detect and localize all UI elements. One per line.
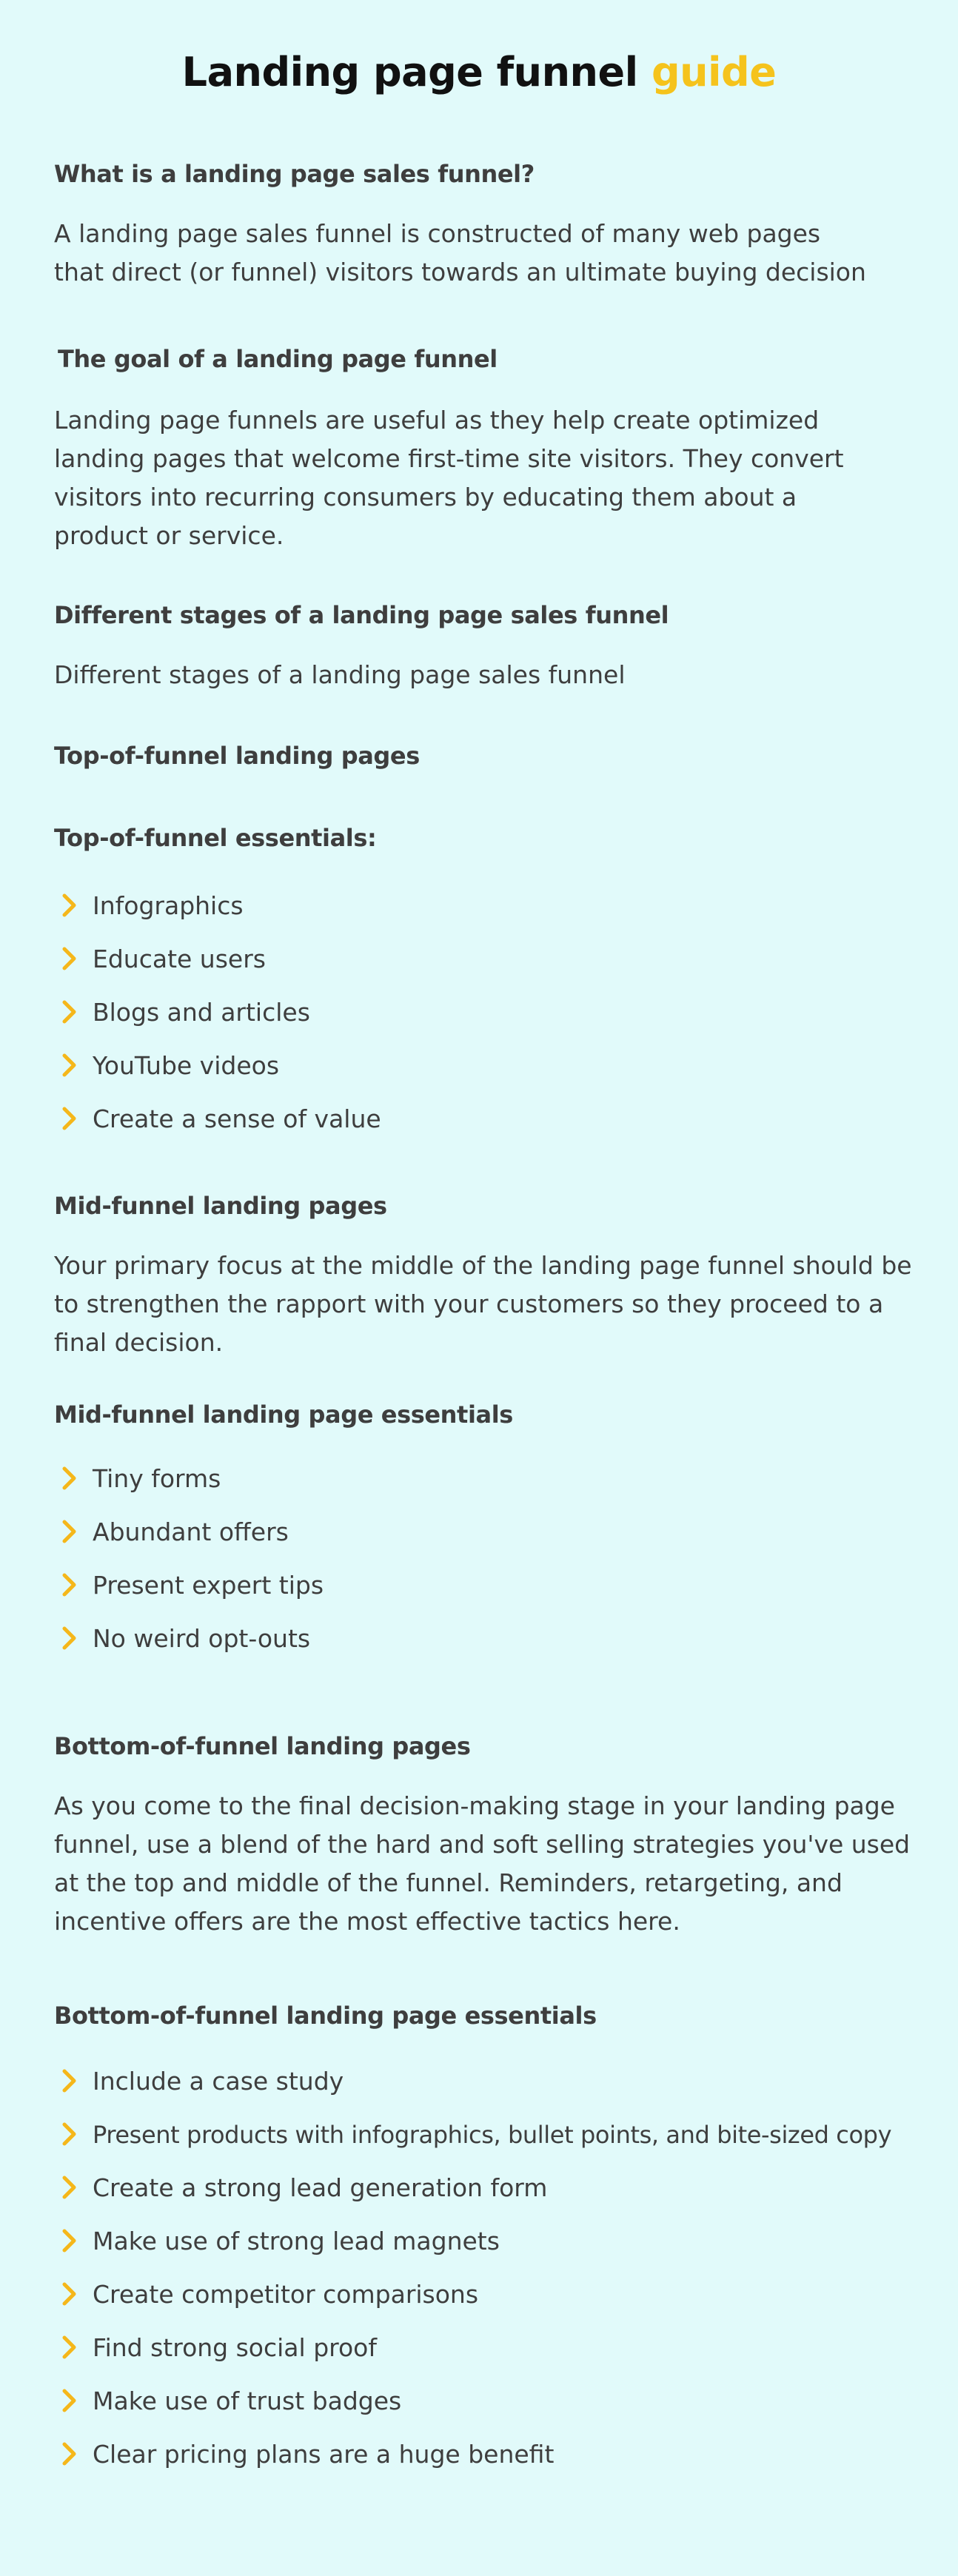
chevron-right-icon bbox=[54, 1623, 93, 1653]
list-item-text: Blogs and articles bbox=[93, 998, 310, 1027]
chevron-right-icon bbox=[54, 2332, 93, 2362]
chevron-right-icon bbox=[54, 2439, 93, 2469]
list-item bbox=[54, 1452, 324, 1506]
chevron-right-icon bbox=[54, 2279, 93, 2309]
list-item-text: Educate users bbox=[93, 945, 266, 973]
list-item bbox=[54, 2215, 891, 2268]
paragraph-line: incentive offers are the most effective tactics here. bbox=[54, 1907, 680, 1936]
heading-bottom-of-funnel-essentials: Bottom-of-funnel landing page essentials bbox=[54, 2002, 597, 2030]
list-item bbox=[54, 879, 381, 933]
list-item-text: No weird opt-outs bbox=[93, 1624, 311, 1653]
chevron-right-icon bbox=[54, 1517, 93, 1546]
heading-what-is-funnel: What is a landing page sales funnel? bbox=[54, 160, 535, 188]
chevron-right-icon bbox=[54, 1463, 93, 1493]
list-item bbox=[54, 2055, 891, 2108]
heading-funnel-stages: Different stages of a landing page sales funnel bbox=[54, 601, 669, 629]
mid-funnel-list bbox=[54, 1452, 324, 1666]
bottom-of-funnel-list bbox=[54, 2055, 891, 2481]
paragraph-line: visitors into recurring consumers by educating them about a bbox=[54, 483, 797, 511]
list-item-text: Make use of trust badges bbox=[93, 2387, 402, 2415]
paragraph-bottom-of-funnel bbox=[54, 1787, 913, 1941]
list-item bbox=[54, 1559, 324, 1612]
list-item-text: Create a strong lead generation form bbox=[93, 2173, 548, 2202]
list-item-text: Create a sense of value bbox=[93, 1104, 381, 1133]
title-main: Landing page funnel bbox=[181, 49, 638, 95]
chevron-right-icon bbox=[54, 1104, 93, 1133]
paragraph-line: product or service. bbox=[54, 521, 284, 550]
paragraph-mid-funnel bbox=[54, 1247, 913, 1362]
paragraph-line: to strengthen the rapport with your customers so they proceed to a bbox=[54, 1289, 884, 1318]
list-item bbox=[54, 2375, 891, 2428]
chevron-right-icon bbox=[54, 1570, 93, 1600]
list-item bbox=[54, 1612, 324, 1666]
list-item-text: YouTube videos bbox=[93, 1051, 280, 1080]
list-item-text: Make use of strong lead magnets bbox=[93, 2227, 500, 2255]
paragraph-line: funnel, use a blend of the hard and soft selling strategies you've used bbox=[54, 1830, 911, 1859]
list-item-text: Clear pricing plans are a huge benefit bbox=[93, 2440, 555, 2469]
paragraph-goal-of-funnel bbox=[54, 401, 913, 555]
list-item bbox=[54, 2161, 891, 2215]
list-item bbox=[54, 1039, 381, 1093]
heading-mid-funnel-essentials: Mid-funnel landing page essentials bbox=[54, 1401, 513, 1429]
top-of-funnel-list bbox=[54, 879, 381, 1146]
list-item bbox=[54, 2108, 891, 2161]
chevron-right-icon bbox=[54, 2386, 93, 2415]
list-item-text: Abundant offers bbox=[93, 1517, 289, 1546]
chevron-right-icon bbox=[54, 2226, 93, 2255]
list-item-text: Tiny forms bbox=[93, 1464, 221, 1493]
heading-mid-funnel: Mid-funnel landing pages bbox=[54, 1192, 387, 1220]
heading-bottom-of-funnel: Bottom-of-funnel landing pages bbox=[54, 1732, 471, 1760]
paragraph-line: As you come to the final decision-making stage in your landing page bbox=[54, 1791, 895, 1820]
list-item bbox=[54, 2428, 891, 2481]
list-item bbox=[54, 2268, 891, 2321]
heading-top-of-funnel: Top-of-funnel landing pages bbox=[54, 742, 420, 770]
list-item bbox=[54, 933, 381, 986]
list-item-text: Create competitor comparisons bbox=[93, 2280, 479, 2309]
chevron-right-icon bbox=[54, 890, 93, 920]
list-item bbox=[54, 2321, 891, 2375]
heading-top-of-funnel-essentials: Top-of-funnel essentials: bbox=[54, 824, 377, 852]
list-item-text: Present expert tips bbox=[93, 1571, 324, 1600]
list-item-text: Infographics bbox=[93, 891, 244, 920]
paragraph-line: A landing page sales funnel is constructed of many web pages bbox=[54, 219, 821, 248]
list-item bbox=[54, 1506, 324, 1559]
chevron-right-icon bbox=[54, 997, 93, 1027]
chevron-right-icon bbox=[54, 1050, 93, 1080]
paragraph-funnel-stages: Different stages of a landing page sales funnel bbox=[54, 660, 626, 689]
paragraph-line: final decision. bbox=[54, 1328, 224, 1357]
chevron-right-icon bbox=[54, 944, 93, 973]
paragraph-line: Landing page funnels are useful as they help create optimized bbox=[54, 406, 820, 435]
title-accent: guide bbox=[651, 49, 777, 95]
chevron-right-icon bbox=[54, 2066, 93, 2096]
paragraph-line: at the top and middle of the funnel. Reminders, retargeting, and bbox=[54, 1868, 843, 1897]
paragraph-what-is-funnel bbox=[54, 215, 913, 292]
list-item-text: Find strong social proof bbox=[93, 2333, 377, 2362]
paragraph-line: Your primary focus at the middle of the landing page funnel should be bbox=[54, 1251, 912, 1280]
chevron-right-icon bbox=[54, 2119, 93, 2149]
heading-goal-of-funnel: The goal of a landing page funnel bbox=[58, 345, 498, 373]
paragraph-line: landing pages that welcome first-time site visitors. They convert bbox=[54, 444, 844, 473]
list-item-text: Present products with infographics, bullet points, and bite-sized copy bbox=[93, 2121, 892, 2149]
chevron-right-icon bbox=[54, 2173, 93, 2202]
list-item bbox=[54, 986, 381, 1039]
list-item-text: Include a case study bbox=[93, 2067, 344, 2096]
page-title bbox=[0, 49, 958, 95]
list-item bbox=[54, 1093, 381, 1146]
paragraph-line: that direct (or funnel) visitors towards an ultimate buying decision bbox=[54, 258, 866, 286]
